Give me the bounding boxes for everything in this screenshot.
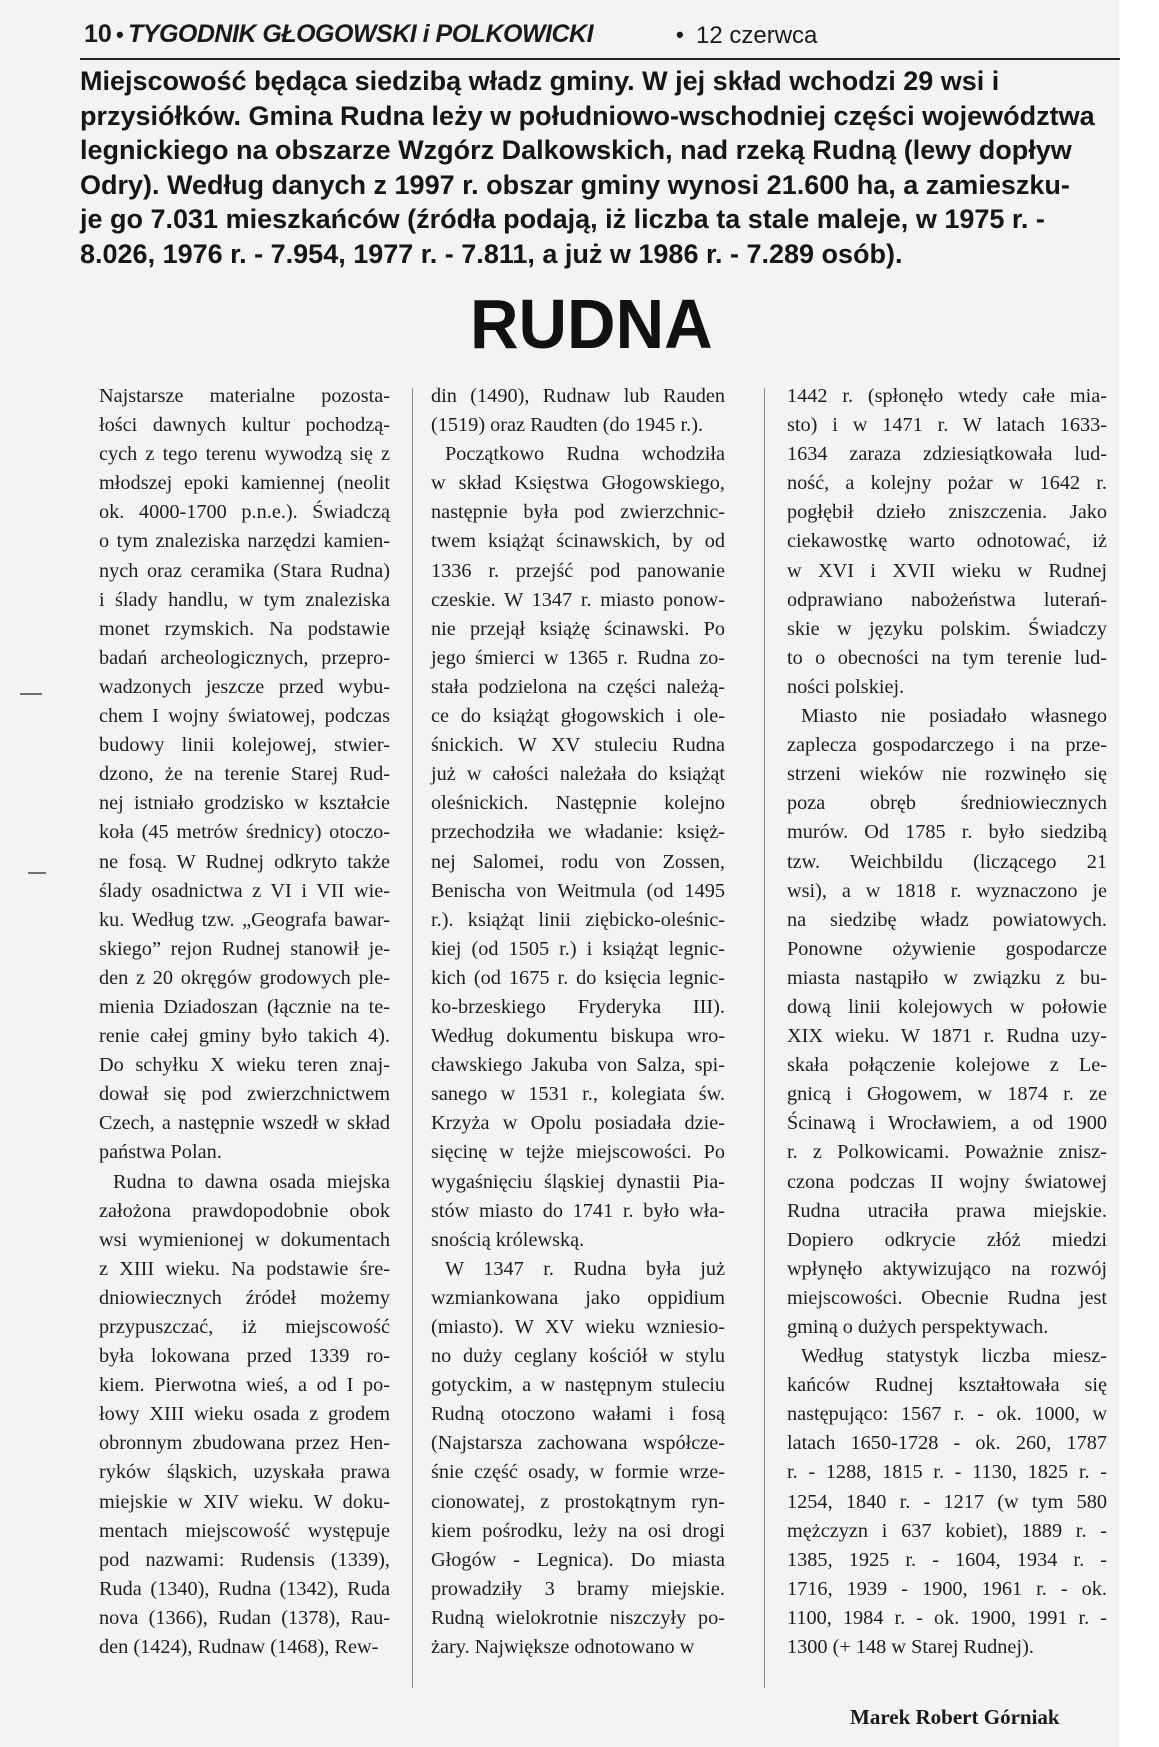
- issue-date: 12 czerwca: [696, 22, 818, 49]
- lead-paragraph: [80, 64, 1130, 271]
- lead-line: Odry). Według danych z 1997 r. obszar gminy wynosi 21.600 ha, a zamieszku-: [80, 169, 1070, 200]
- column-line: już w całości należała do książąt: [431, 763, 725, 786]
- column-line: śnickich. W XV stuleciu Rudna: [431, 734, 725, 757]
- column-line: koła (45 metrów średnicy) otoczo-: [99, 821, 390, 844]
- column-line: dzono, że na terenie Starej Rud-: [99, 763, 390, 786]
- article-column-3: [787, 382, 1107, 1662]
- column-line: 1385, 1925 r. - 1604, 1934 r. -: [787, 1548, 1107, 1571]
- column-line: wpłynęło aktywizująco na rozwój: [787, 1257, 1107, 1280]
- column-line: wzmiankowana jako oppidium: [431, 1286, 725, 1309]
- column-line: gotyckim, a w następnym stuleciu: [431, 1374, 725, 1397]
- column-line: (1519) oraz Raudten (do 1945 r.).: [431, 414, 704, 437]
- column-line: odprawiano nabożeństwa luterań-: [787, 588, 1107, 611]
- column-line: skie w języku polskim. Świadczy: [787, 617, 1107, 640]
- column-line: skiego” rejon Rudnej stanowił je-: [99, 937, 390, 960]
- column-line: dową linii kolejowych w połowie: [787, 995, 1107, 1018]
- column-line: to o obecności na tym terenie lud-: [787, 646, 1107, 669]
- column-line: Krzyża w Opolu posiadała dzie-: [431, 1112, 725, 1135]
- column-line: 1716, 1939 - 1900, 1961 r. - ok.: [787, 1577, 1107, 1600]
- column-line: XIX wieku. W 1871 r. Rudna uzy-: [787, 1025, 1107, 1048]
- column-line: Według statystyk liczba miesz-: [801, 1345, 1107, 1368]
- column-line: dniowiecznych źródeł możemy: [99, 1286, 390, 1309]
- column-line: 1634 zaraza zdziesiątkowała lud-: [787, 443, 1107, 466]
- header-rule: [80, 58, 1120, 60]
- column-line: chem I wojny światowej, podczas: [99, 705, 390, 728]
- column-line: wsi wymienionej w dokumentach: [99, 1228, 390, 1251]
- column-line: ciekawostkę warto odnotować, iż: [787, 530, 1107, 553]
- column-line: o tym znaleziska narzędzi kamien-: [99, 530, 390, 553]
- column-line: kiej (od 1505 r.) i książąt legnic-: [431, 937, 725, 960]
- column-line: obronnym zbudowana przez Hen-: [99, 1432, 390, 1455]
- column-line: (miasto). W XV wieku wzniesio-: [431, 1316, 725, 1338]
- column-line: monet rzymskich. Na podstawie: [99, 617, 390, 640]
- column-line: miejscowości. Obecnie Rudna jest: [787, 1286, 1107, 1309]
- scan-mark: [20, 693, 42, 695]
- column-line: 1254, 1840 r. - 1217 (w tym 580: [787, 1490, 1107, 1513]
- column-line: den (1424), Rudnaw (1468), Rew-: [99, 1636, 379, 1659]
- bullet-separator: •: [676, 22, 684, 47]
- column-line: wadzonych jeszcze przed wybu-: [99, 675, 390, 698]
- publication-name: TYGODNIK GŁOGOWSKI i POLKOWICKI: [128, 20, 594, 48]
- column-line: ność, a kolejny pożar w 1642 r.: [787, 472, 1107, 495]
- column-line: cławskiego Jakuba von Salza, spi-: [431, 1054, 725, 1077]
- article-title: RUDNA: [470, 285, 713, 363]
- column-line: czeskie. W 1347 r. miasto ponow-: [431, 588, 725, 611]
- column-line: nej istniało grodzisko w kształcie: [99, 792, 390, 815]
- column-line: Benischa von Weitmula (od 1495: [431, 879, 725, 902]
- column-line: jego śmierci w 1365 r. Rudna zo-: [431, 646, 725, 669]
- column-line: czona podczas II wojny światowej: [787, 1170, 1107, 1193]
- column-line: była lokowana przed 1339 ro-: [99, 1345, 390, 1368]
- column-line: w XVI i XVII wieku w Rudnej: [787, 559, 1107, 582]
- column-line: din (1490), Rudnaw lub Rauden: [431, 385, 725, 407]
- column-line: Początkowo Rudna wchodziła: [445, 443, 725, 466]
- bullet-separator: •: [116, 22, 124, 47]
- lead-line: przysiółków. Gmina Rudna leży w południowo-wschodniej części województwa: [80, 100, 1095, 131]
- lead-line: 8.026, 1976 r. - 7.954, 1977 r. - 7.811, a już w 1986 r. - 7.289 osób).: [80, 238, 903, 269]
- scan-mark: [28, 872, 46, 874]
- column-line: wygaśnięciu śląskiej dynastii Pia-: [431, 1170, 725, 1193]
- column-line: następująco: 1567 r. - ok. 1000, w: [787, 1403, 1107, 1426]
- column-line: mężczyzn i 637 kobiet), 1889 r. -: [787, 1519, 1107, 1542]
- column-line: sanego w 1531 r., kolegiata św.: [431, 1083, 725, 1106]
- column-line: Ponowne ożywienie gospodarcze: [787, 937, 1107, 960]
- column-line: Ścinawą i Wrocławiem, a od 1900: [787, 1112, 1107, 1135]
- column-line: 1100, 1984 r. - ok. 1900, 1991 r. -: [787, 1606, 1107, 1629]
- column-line: Głogów - Legnica). Do miasta: [431, 1548, 725, 1571]
- column-line: ryków śląskich, uzyskała prawa: [99, 1461, 390, 1484]
- column-line: stała podzielona na części należą-: [431, 675, 725, 698]
- column-line: poza obręb średniowiecznych: [787, 792, 1107, 815]
- column-line: Ruda (1340), Rudna (1342), Ruda: [99, 1577, 390, 1600]
- column-line: przypuszczać, iż miejscowość: [99, 1316, 390, 1338]
- column-line: cych z tego terenu wywodzą się z: [99, 443, 390, 466]
- column-line: ne fosą. W Rudnej odkryto także: [99, 850, 390, 873]
- column-line: r. z Polkowicami. Poważnie znisz-: [787, 1141, 1107, 1164]
- column-line: gminą o dużych perspektywach.: [787, 1316, 1049, 1338]
- column-line: 1336 r. przejść pod panowanie: [431, 559, 725, 582]
- column-line: następnie była pod zwierzchnic-: [431, 501, 725, 524]
- column-line: strzeni wieków nie rozwinęło się: [787, 763, 1107, 786]
- column-line: miasta nastąpiło w związku z bu-: [787, 966, 1107, 989]
- column-line: Miasto nie posiadało własnego: [801, 705, 1107, 728]
- article-column-2: [431, 382, 725, 1662]
- page-header: [80, 14, 1120, 54]
- column-line: no duży ceglany kościół w stylu: [431, 1345, 725, 1368]
- column-line: pogłębił dzieło zniszczenia. Jako: [787, 501, 1107, 524]
- lead-line: Miejscowość będąca siedzibą władz gminy. W jej skład wchodzi 29 wsi i: [80, 66, 1000, 96]
- column-line: miejskie w XIV wieku. W doku-: [99, 1490, 390, 1513]
- column-line: gnicą i Głogowem, w 1874 r. ze: [787, 1083, 1107, 1106]
- column-line: dował się pod zwierzchnictwem: [99, 1083, 390, 1106]
- column-line: przechodziła we władanie: księż-: [431, 821, 725, 844]
- lead-line: legnickiego na obszarze Wzgórz Dalkowskich, nad rzeką Rudną (lewy dopływ: [80, 135, 1072, 165]
- column-line: Rudną wielokrotnie niszczyły po-: [431, 1606, 725, 1629]
- column-line: murów. Od 1785 r. było siedzibą: [787, 821, 1107, 844]
- column-line: śnie część osady, w formie wrze-: [431, 1461, 725, 1484]
- column-line: zaplecza gospodarczego i na prze-: [787, 734, 1107, 757]
- column-line: r. - 1288, 1815 r. - 1130, 1825 r. -: [787, 1461, 1107, 1484]
- column-line: twem książąt ścinawskich, by od: [431, 530, 725, 553]
- column-line: na siedzibę władz powiatowych.: [787, 908, 1107, 931]
- column-line: 1442 r. (spłonęło wtedy całe mia-: [787, 385, 1107, 407]
- column-line: sto) i w 1471 r. W latach 1633-: [787, 414, 1107, 437]
- author-byline: Marek Robert Górniak: [850, 1705, 1060, 1729]
- column-line: ślady osadnictwa z VI i VII wie-: [99, 879, 390, 902]
- column-line: badań archeologicznych, przepro-: [99, 646, 390, 669]
- column-line: stów miasto do 1741 r. było wła-: [431, 1199, 725, 1222]
- column-line: (Najstarsza zachowana współcze-: [431, 1432, 725, 1455]
- column-line: renie całej gminy było takich 4).: [99, 1025, 390, 1048]
- column-line: ce do książąt głogowskich i ole-: [431, 705, 725, 728]
- column-line: snością królewską.: [431, 1228, 585, 1251]
- column-line: Najstarsze materialne pozosta-: [99, 385, 390, 407]
- column-line: w skład Księstwa Głogowskiego,: [431, 472, 725, 495]
- column-line: kich (od 1675 r. do księcia legnic-: [431, 966, 725, 989]
- column-line: ności polskiej.: [787, 675, 905, 698]
- column-line: cionowatej, z prostokątnym ryn-: [431, 1490, 725, 1513]
- article-column-1: [99, 382, 390, 1662]
- column-line: mienia Dziadoszan (łącznie na te-: [99, 995, 390, 1018]
- column-line: nova (1366), Rudan (1378), Rau-: [99, 1606, 390, 1629]
- column-line: Według dokumentu biskupa wro-: [431, 1025, 725, 1048]
- column-line: sięcinę w tejże miejscowości. Po: [431, 1141, 725, 1164]
- column-line: kiem. Pierwotna wieś, a od I po-: [99, 1374, 390, 1397]
- column-line: Do schyłku X wieku teren znaj-: [99, 1054, 390, 1077]
- column-line: Rudną otoczono wałami i fosą: [431, 1403, 725, 1426]
- column-line: kańców Rudnej kształtowała się: [787, 1374, 1107, 1397]
- column-line: mentach miejscowość występuje: [99, 1519, 390, 1542]
- column-line: den z 20 okręgów grodowych ple-: [99, 966, 390, 989]
- column-line: 1300 (+ 148 w Starej Rudnej).: [787, 1636, 1034, 1659]
- column-line: Dopiero odkrycie złóż miedzi: [787, 1228, 1107, 1251]
- column-line: kiem pośrodku, leży na osi drogi: [431, 1519, 725, 1542]
- column-line: Czech, a następnie wszedł w skład: [99, 1112, 390, 1135]
- column-line: ku. Według tzw. „Geografa bawar-: [99, 908, 390, 931]
- column-line: skała połączenie kolejowe z Le-: [787, 1054, 1107, 1077]
- column-line: latach 1650-1728 - ok. 260, 1787: [787, 1432, 1107, 1455]
- column-line: żary. Największe odnotowano w: [431, 1636, 695, 1659]
- column-line: łowy XIII wieku osada z grodem: [99, 1403, 390, 1426]
- column-line: założona prawdopodobnie obok: [99, 1199, 390, 1222]
- lead-line: je go 7.031 mieszkańców (źródła podają, iż liczba ta stale maleje, w 1975 r. -: [80, 204, 1045, 234]
- column-line: oleśnickich. Następnie kolejno: [431, 792, 725, 815]
- column-line: wsi), a w 1818 r. wyznaczono je: [787, 879, 1107, 902]
- column-line: prowadziły 3 bramy miejskie.: [431, 1577, 725, 1600]
- column-line: budowy linii kolejowej, stwier-: [99, 734, 390, 757]
- column-line: nie przejął książę ścinawski. Po: [431, 617, 725, 640]
- column-line: ok. 4000-1700 p.n.e.). Świadczą: [99, 501, 390, 524]
- column-line: nej Salomei, rodu von Zossen,: [431, 850, 725, 873]
- column-line: młodszej epoki kamiennej (neolit: [99, 472, 390, 495]
- column-line: państwa Polan.: [99, 1141, 222, 1164]
- column-line: pod nazwami: Rudensis (1339),: [99, 1548, 390, 1571]
- column-line: z XIII wieku. Na podstawie śre-: [99, 1257, 390, 1280]
- column-line: W 1347 r. Rudna była już: [445, 1257, 725, 1280]
- column-line: łości dawnych kultur pochodzą-: [99, 414, 390, 437]
- column-line: Rudna utraciła prawa miejskie.: [787, 1199, 1107, 1222]
- column-line: i ślady handlu, w tym znaleziska: [99, 588, 390, 611]
- column-divider: [764, 388, 765, 1688]
- column-line: nych oraz ceramika (Stara Rudna): [99, 559, 390, 582]
- column-line: ko-brzeskiego Fryderyka III).: [431, 995, 725, 1018]
- column-line: r.). książąt linii ziębicko-oleśnic-: [431, 908, 725, 931]
- page-number: 10: [84, 20, 112, 48]
- column-line: Rudna to dawna osada miejska: [113, 1170, 390, 1193]
- column-line: tzw. Weichbildu (liczącego 21: [787, 850, 1107, 873]
- column-divider: [412, 388, 413, 1688]
